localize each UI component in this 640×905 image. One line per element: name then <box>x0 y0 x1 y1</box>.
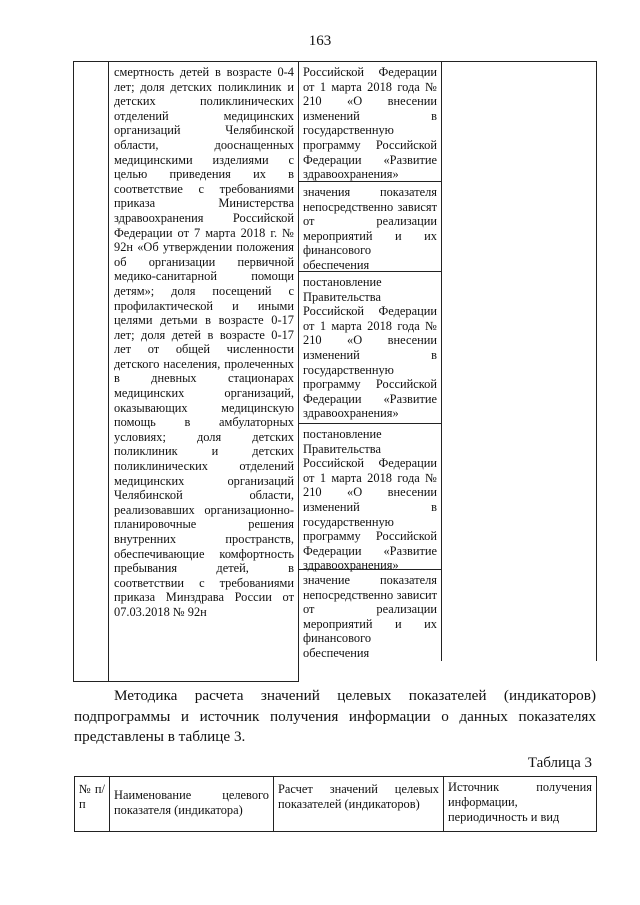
col-divider-1 <box>108 61 109 682</box>
source-cell: Российской Федерации от 1 марта 2018 года № 210 «О внесении изменений в государственную программу Российской Федерации «Развитие здравоохранения» <box>303 65 437 182</box>
table-bottom-border <box>73 681 299 682</box>
header-source: Источник получения информации, периодичность и вид <box>448 780 592 824</box>
table-top-border <box>73 61 596 62</box>
source-cell: значения показателя непосредственно зависят от реализации мероприятий и их финансового обеспечения <box>303 185 437 272</box>
source-cell: постановление Правительства Российской Федерации от 1 марта 2018 года № 210 «О внесении изменений в государственную программу Российской Федерации «Развитие здравоохранения» <box>303 275 437 421</box>
table3-col-divider-2 <box>273 776 274 832</box>
page-number: 163 <box>308 33 332 49</box>
col-divider-2 <box>298 61 299 682</box>
col-divider-3 <box>441 61 442 661</box>
table3-col-divider-3 <box>443 776 444 832</box>
source-cell: значение показателя непосредственно зависит от реализации мероприятий и их финансового обеспечения <box>303 573 437 660</box>
table-right-border <box>596 61 597 661</box>
body-paragraph: Методика расчета значений целевых показателей (индикаторов) подпрограммы и источник получения информации о данных показателях представлены в таблице 3. <box>74 687 596 746</box>
header-indicator-name: Наименование целевого показателя (индикатора) <box>114 788 269 817</box>
table-caption: Таблица 3 <box>527 755 592 771</box>
table3-col-divider-1 <box>109 776 110 832</box>
table-left-border <box>73 61 74 682</box>
indicators-cell: смертность детей в возрасте 0-4 лет; доля детских поликлиник и детских поликлинических отделений медицинских организаций Челябинской области, дооснащенных медицинскими изделиями с целью приведения их в соответствие с требованиями приказа Министерства здравоохранения Российской Федерации от 7 марта 2018 г. № 92н «Об утверждении положения об организации первичной медико-санитарной помощи детям»; доля посещений с профилактической и иными целями детьми в возрасте 0-17 лет; доля детей в возрасте 0-17 лет от общей численности детского населения, пролеченных в дневных стационарах медицинских организаций, оказывающих медицинскую помощь в амбулаторных условиях; доля детских поликлиник и детских поликлинических отделений медицинских организаций Челябинской области, реализовавших организационно-планировочные решения внутренних пространств, обеспечивающие комфортность пребывания детей, в соответствии с требованиями приказа Минздрава России от 07.03.2018 № 92н <box>114 65 294 619</box>
table3-left-border <box>74 776 75 832</box>
source-cell: постановление Правительства Российской Федерации от 1 марта 2018 года № 210 «О внесении изменений в государственную программу Российской Федерации «Развитие здравоохранения» <box>303 427 437 573</box>
header-calculation: Расчет значений целевых показателей (индикаторов) <box>278 782 439 811</box>
table3-right-border <box>596 776 597 832</box>
table3-header-bottom <box>74 831 597 832</box>
source-row-divider <box>299 423 441 424</box>
header-number: № п/п <box>79 782 105 811</box>
table3-top-border <box>74 776 597 777</box>
